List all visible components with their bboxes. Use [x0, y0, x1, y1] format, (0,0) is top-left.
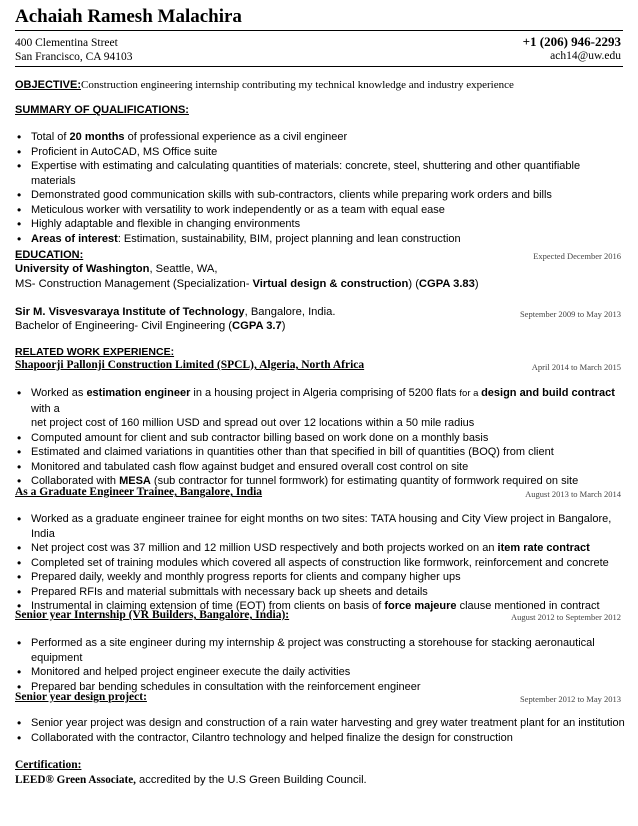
job-item: • Collaborated with the contractor, Cilantro technology and helped finalize the design for construction: [15, 731, 627, 746]
job-list-internship: [15, 636, 627, 694]
job-date-internship: August 2012 to September 2012: [510, 612, 621, 622]
uw-institution: University of Washington, Seattle, WA,: [15, 263, 218, 275]
job-item: • Estimated and claimed variations in quantities other than that specified in bill of quantities (BOQ) from client: [15, 445, 627, 460]
certification-heading: Certification:: [15, 759, 82, 771]
city-address: San Francisco, CA 94103: [15, 51, 133, 63]
uw-degree: MS- Construction Management (Specialization- Virtual design & construction) (CGPA 3.83): [15, 278, 479, 290]
certification-text: LEED® Green Associate, accredited by the U.S Green Building Council.: [15, 774, 367, 786]
job-item: • Senior year project was design and construction of a rain water harvesting and grey water treatment plant for an institution: [15, 716, 627, 731]
summary-item: • Areas of interest: Estimation, sustainability, BIM, project planning and lean construction: [15, 232, 627, 247]
summary-item: • Expertise with estimating and calculating quantities of materials: concrete, steel, shuttering and other quantifiable materials: [15, 159, 627, 188]
summary-heading: SUMMARY OF QUALIFICATIONS:: [15, 104, 189, 116]
summary-list: [15, 130, 627, 246]
job-item: • Worked as estimation engineer in a housing project in Algeria comprising of 5200 flats for a design and build contract with a net project cost of 160 million USD and spread out over 12 locations within a 50 mile radius: [15, 386, 627, 431]
job-date-spcl: April 2014 to March 2015: [531, 362, 621, 372]
contact-divider: [15, 66, 623, 67]
job-date-trainee: August 2013 to March 2014: [525, 489, 621, 499]
job-item: • Monitored and tabulated cash flow against budget and ensured overall cost control on site: [15, 460, 627, 475]
summary-item: • Proficient in AutoCAD, MS Office suite: [15, 145, 627, 160]
job-item: • Computed amount for client and sub contractor billing based on work done on a monthly basis: [15, 431, 627, 446]
summary-item: • Total of 20 months of professional experience as a civil engineer: [15, 130, 627, 145]
header-divider: [15, 30, 623, 31]
sir-degree: Bachelor of Engineering- Civil Engineering (CGPA 3.7): [15, 320, 286, 332]
job-item: • Completed set of training modules which covered all aspects of construction like formwork, reinforcement and concrete: [15, 556, 627, 571]
job-title-internship: Senior year Internship (VR Builders, Bangalore, India):: [15, 609, 290, 621]
job-title-spcl: Shapoorji Pallonji Construction Limited (SPCL), Algeria, North Africa: [15, 359, 365, 371]
job-item: • Instrumental in claiming extension of time (EOT) from clients on basis of force majeure clause mentioned in contract: [15, 599, 627, 614]
job-list-spcl: [15, 386, 627, 489]
job-item: • Prepared daily, weekly and monthly progress reports for clients and company higher ups: [15, 570, 627, 585]
job-item: • Worked as a graduate engineer trainee for eight months on two sites: TATA housing and City View project in Bangalore, India: [15, 512, 627, 541]
summary-item: • Highly adaptable and flexible in changing environments: [15, 217, 627, 232]
job-title-design-project: Senior year design project:: [15, 691, 147, 703]
job-title-trainee: As a Graduate Engineer Trainee, Bangalore, India: [15, 486, 263, 498]
job-date-design-project: September 2012 to May 2013: [519, 694, 621, 704]
job-item: • Collaborated with MESA (sub contractor for tunnel formwork) for estimating quantity of formwork required on site: [15, 474, 627, 489]
job-list-design-project: [15, 716, 627, 745]
address: [15, 36, 133, 64]
job-item: • Prepared RFIs and material submittals with necessary back up sheets and details: [15, 585, 627, 600]
experience-heading: RELATED WORK EXPERIENCE:: [15, 346, 175, 358]
summary-item: • Demonstrated good communication skills with sub-contractors, clients while preparing work orders and bills: [15, 188, 627, 203]
job-list-trainee: [15, 512, 627, 614]
contact-info: [523, 35, 621, 63]
uw-date: Expected December 2016: [533, 251, 621, 261]
sir-date: September 2009 to May 2013: [519, 309, 621, 319]
education-heading: EDUCATION:: [15, 249, 84, 261]
street-address: 400 Clementina Street: [15, 37, 118, 49]
job-item: • Monitored and helped project engineer execute the daily activities: [15, 665, 627, 680]
job-item: • Net project cost was 37 million and 12 million USD respectively and both projects worked on an item rate contract: [15, 541, 627, 556]
sir-institution: Sir M. Visvesvaraya Institute of Technology, Bangalore, India.: [15, 306, 336, 318]
job-item: • Performed as a site engineer during my internship & project was constructing a storehouse for stacking aeronautical equipment: [15, 636, 627, 665]
job-item: • Prepared bar bending schedules in consultation with the reinforcement engineer: [15, 680, 627, 695]
candidate-name: Achaiah Ramesh Malachira: [15, 6, 242, 27]
objective-text: Construction engineering internship contributing my technical knowledge and industry experience: [81, 79, 514, 91]
objective-label: OBJECTIVE:: [15, 79, 82, 91]
summary-item: • Meticulous worker with versatility to work independently or as a team with equal ease: [15, 203, 627, 218]
email-address[interactable]: ach14@uw.edu: [550, 50, 621, 62]
objective: [15, 79, 514, 91]
phone-number: +1 (206) 946-2293: [522, 34, 621, 49]
